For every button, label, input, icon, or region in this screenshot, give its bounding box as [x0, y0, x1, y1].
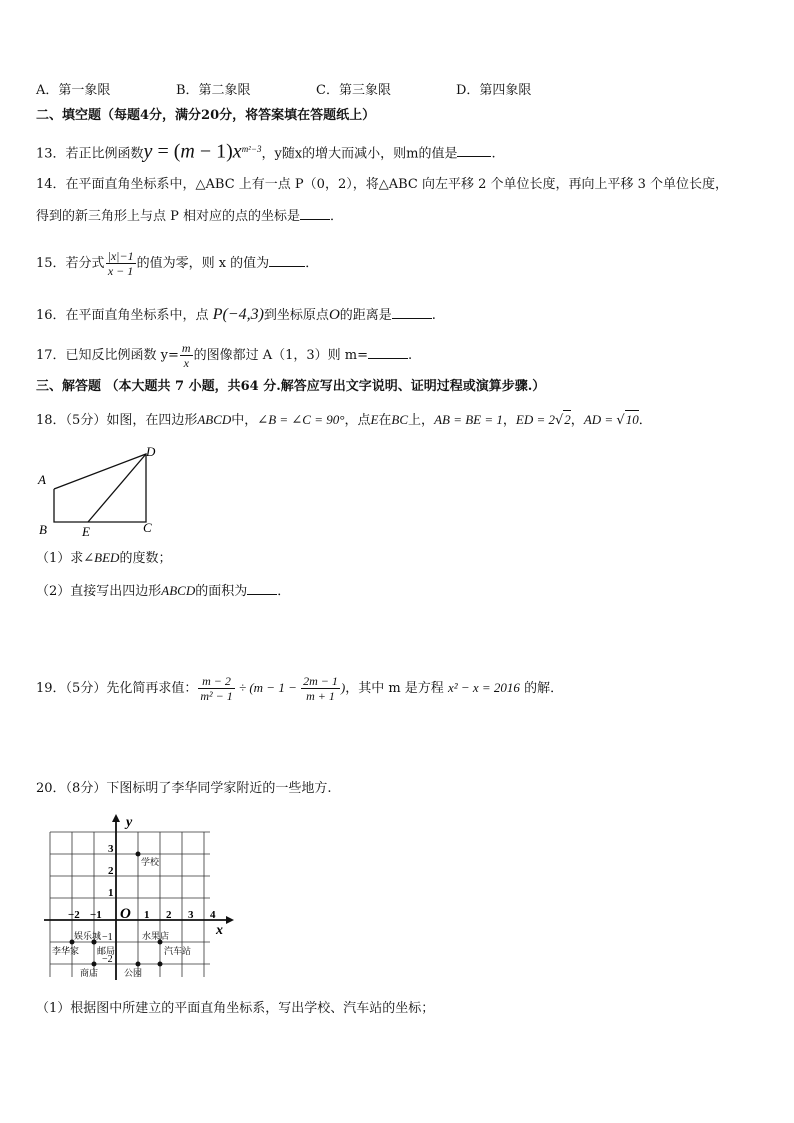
q13-func-eq: = (: [152, 140, 181, 163]
q13-func-m: m: [180, 140, 195, 163]
q18-e: E: [370, 412, 379, 427]
q15-answer-blank[interactable]: [269, 254, 305, 267]
q19-end: 的解．: [519, 681, 564, 696]
q16-answer-blank[interactable]: [392, 306, 432, 319]
q17-answer-blank[interactable]: [368, 346, 408, 359]
y-tick-neg2: −2: [102, 954, 113, 965]
option-b: B．第二象限: [176, 83, 251, 98]
x-tick-2: 2: [166, 909, 172, 921]
q18-sub2: （2）直接写出四边形ABCD的面积为 ．: [36, 583, 291, 599]
q18-quadrilateral-figure: [34, 444, 164, 536]
origin-label: O: [120, 906, 131, 922]
q20-sub1: （1）根据图中所建立的平面直角坐标系，写出学校、汽车站的坐标；: [36, 1001, 435, 1016]
q18-sub2-pre: （2）直接写出四边形: [36, 584, 162, 599]
q18-abcd: ABCD: [197, 412, 232, 427]
q18-sub2-answer-blank[interactable]: [247, 582, 277, 595]
q19-pre: 19．（5分）先化简再求值：: [36, 681, 198, 696]
q13-func-exp: m²−3: [241, 144, 262, 154]
option-c: C．第三象限: [316, 83, 391, 98]
q18-mid4: 上，: [408, 413, 435, 428]
q18-bc: BC: [391, 412, 409, 427]
q17-pre: 17．已知反比例函数 y=: [36, 348, 179, 363]
question-13: 13．若正比例函数$y = (m - 1)x^{m^2-3}$，y随x的增大而减小，则m的值是 .: [36, 140, 496, 163]
place-shop: 商店: [80, 968, 99, 978]
place-park: 公园: [124, 968, 143, 978]
place-fruit-store: 水果店: [142, 931, 170, 941]
x-axis-arrow-icon: [226, 916, 234, 924]
q18-mid3: 在: [378, 413, 392, 428]
question-16: 16．在平面直角坐标系中，点 P(−4,3)到坐标原点O的距离是 .: [36, 306, 436, 323]
q20-map-grid: [40, 812, 240, 984]
x-tick-4: 4: [210, 909, 216, 921]
q14-line2-text: 得到的新三角形上与点 P 相对应的点的坐标是: [36, 209, 301, 224]
place-post-office: 邮局: [97, 946, 116, 956]
q19-fraction1: [198, 674, 234, 703]
question-14-line2: 得到的新三角形上与点 P 相对应的点的坐标是 ．: [36, 209, 344, 224]
q19-f1-denominator: m² − 1: [200, 689, 233, 703]
q13-func-y: y: [143, 140, 153, 163]
y-tick-neg1: −1: [102, 932, 113, 943]
question-18: 18．（5分）如图，在四边形ABCD中，∠B = ∠C = 90°，点E在BC上，AB = BE = 1，ED = 2√2，AD = √10．: [36, 412, 652, 428]
school-point: [136, 852, 141, 857]
q16-post: 的距离是: [339, 308, 392, 323]
q18-mid1: 中，: [231, 413, 258, 428]
q18-sub2-abcd: ABCD: [161, 583, 196, 598]
y-axis-arrow-icon: [112, 814, 120, 822]
q15-fraction: [106, 249, 136, 278]
option-a: A．第一象限: [36, 83, 111, 98]
q13-answer-blank[interactable]: [457, 144, 491, 157]
q18-mid2: ，点: [344, 413, 371, 428]
q18-pre: 18．（5分）如图，在四边形: [36, 413, 198, 428]
q17-numerator: m: [181, 341, 191, 355]
q19-f2-numerator: 2m − 1: [303, 674, 338, 688]
place-lihua-home: 李华家: [52, 946, 80, 956]
section2-heading: 二、填空题（每题4分，满分20分，将答案填在答题纸上）: [36, 108, 376, 123]
q18-ad: AD =: [583, 412, 617, 427]
q18-angles: ∠B = ∠C = 90°: [257, 412, 345, 427]
q18-sub1: [36, 549, 171, 568]
q15-pre: 15．若分式: [36, 256, 105, 271]
q18-sub2-post: 的面积为: [195, 584, 248, 599]
x-tick-1: 1: [144, 909, 150, 921]
options-row: [36, 82, 756, 100]
q18-label-b: B: [39, 522, 47, 536]
q19-fraction2: [301, 674, 340, 703]
q16-origin: O: [328, 307, 340, 323]
q18-segment-ed: [88, 454, 146, 522]
x-axis-label: x: [216, 923, 223, 938]
question-19: [36, 668, 563, 709]
q16-point: P(−4,3): [212, 306, 264, 323]
x-tick-3: 3: [188, 909, 194, 921]
q13-func-x: x: [232, 140, 242, 163]
q19-post: ，其中 m 是方程: [345, 681, 448, 696]
shop-point: [92, 962, 97, 967]
question-20: 20．（8分）下图标明了李华同学家附近的一些地方.: [36, 781, 332, 796]
q18-label-a: A: [38, 472, 46, 487]
question-14-line1: 14．在平面直角坐标系中，△ABC 上有一点 P（0，2），将△ABC 向左平移 2 个单位长度，再向上平移 3 个单位长度，: [36, 177, 729, 192]
q17-denominator: x: [183, 356, 189, 370]
y-tick-2: 2: [108, 865, 114, 877]
section3-heading: 三、解答题 （本大题共 7 小题，共64 分.解答应写出文字说明、证明过程或演算步骤.）: [36, 379, 546, 394]
q14-answer-blank[interactable]: [300, 207, 330, 220]
q18-ad-root: 10: [625, 412, 639, 427]
q18-sub1-pre: （1）求: [36, 551, 84, 566]
park-point: [136, 962, 141, 967]
q18-label-c: C: [143, 520, 152, 535]
x-tick-neg2: −2: [68, 909, 80, 921]
q18-shape-outline: [54, 454, 146, 522]
q18-ab: AB = BE = 1: [434, 412, 503, 427]
q19-close: ): [340, 680, 346, 695]
q18-label-e: E: [82, 524, 90, 536]
bus-station-point: [158, 962, 163, 967]
place-bus-station: 汽车站: [164, 946, 192, 956]
option-d: D．第四象限: [456, 83, 532, 98]
q13-pre: 13．若正比例函数: [36, 146, 144, 162]
q18-ed: ED = 2: [515, 412, 555, 427]
q15-post: 的值为零，则 x 的值为: [136, 256, 270, 271]
q16-pre: 16．在平面直角坐标系中，点: [36, 308, 213, 323]
question-15: 15．若分式 $\frac{|x|-1}{x - 1}$ 的值为零，则 x 的值为 ．: [36, 249, 319, 278]
y-axis-label: y: [126, 815, 133, 830]
q13-func-minus1: − 1): [194, 140, 233, 163]
q17-fraction: [180, 341, 193, 370]
y-tick-3: 3: [108, 843, 114, 855]
q18-sub1-angle: ∠BED: [83, 550, 120, 565]
place-entertainment-city: 娱乐城: [74, 931, 102, 941]
q18-ed-root: 2: [564, 412, 571, 427]
q19-equation: x² − x = 2016: [447, 680, 520, 695]
q19-f1-numerator: m − 2: [198, 674, 234, 689]
q18-label-d: D: [146, 444, 156, 459]
q15-numerator: |x|−1: [107, 249, 134, 263]
q15-denominator: x − 1: [107, 264, 134, 278]
q18-sub1-post: 的度数；: [119, 551, 172, 566]
q19-division: ÷ (m − 1 −: [235, 680, 301, 695]
q13-post: ，y随x的增大而减小，则m的值是: [261, 146, 458, 162]
question-17: 17．已知反比例函数 y= $\frac{m}{x}$ 的图像都过 A（1，3）则 m= .: [36, 341, 413, 370]
q17-post: 的图像都过 A（1，3）则 m=: [193, 348, 369, 363]
y-tick-1: 1: [108, 887, 114, 899]
place-school: 学校: [141, 857, 160, 867]
q19-f2-denominator: m + 1: [306, 689, 335, 703]
x-tick-neg1: −1: [90, 909, 102, 921]
q16-mid: 到坐标原点: [263, 308, 329, 323]
